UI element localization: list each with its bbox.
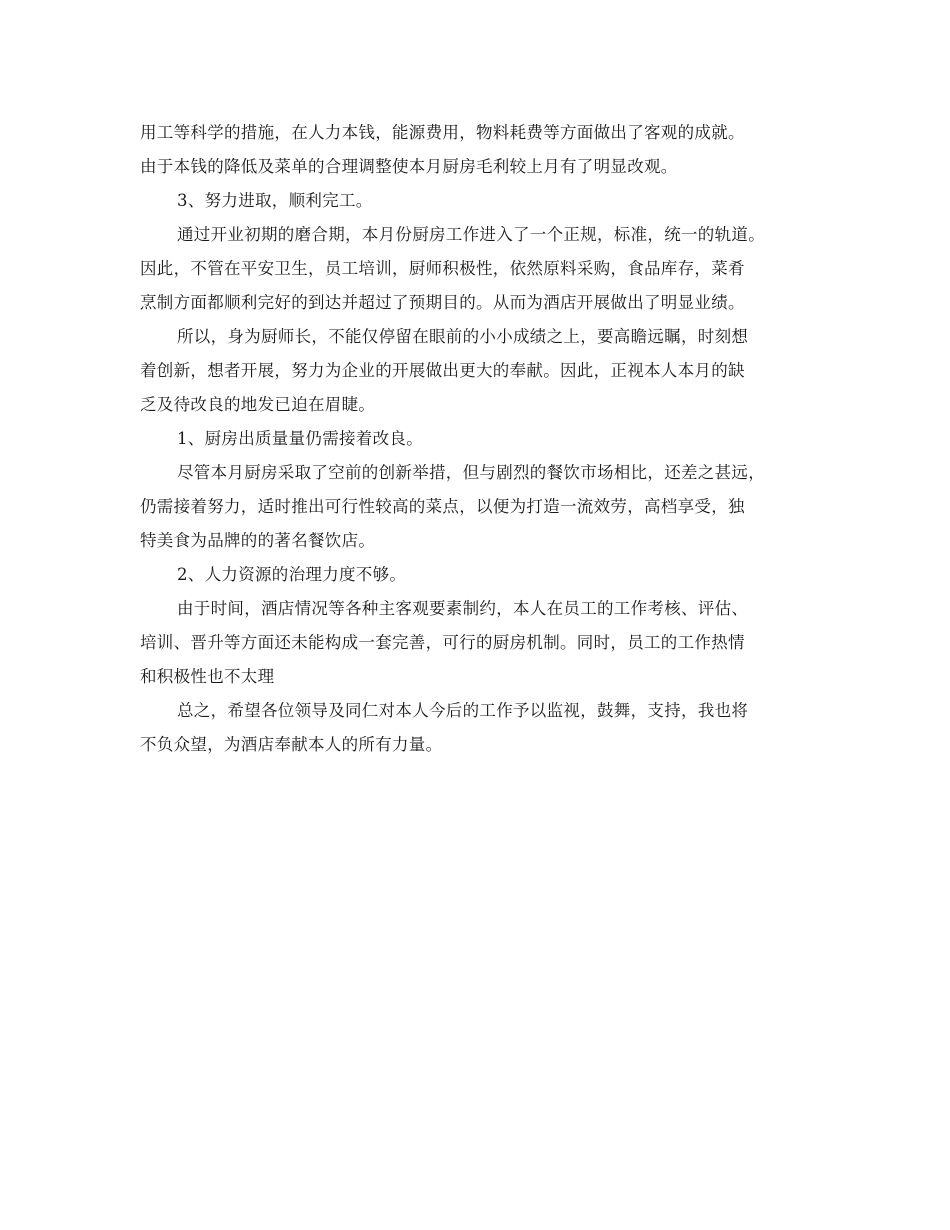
text-line: 尽管本月厨房采取了空前的创新举措，但与剧烈的餐饮市场相比，还差之甚远， xyxy=(177,463,765,482)
text-line: 乏及待改良的地发已迫在眉睫。 xyxy=(140,395,376,414)
text-line: 由于本钱的降低及菜单的合理调整使本月厨房毛利较上月有了明显改观。 xyxy=(140,157,678,176)
section-heading: 1、厨房出质量量仍需接着改良。 xyxy=(177,429,423,448)
text-line: 特美食为品牌的的著名餐饮店。 xyxy=(140,531,376,550)
text-line: 通过开业初期的磨合期，本月份厨房工作进入了一个正规，标准，统一的轨道。 xyxy=(177,225,765,244)
text-line: 不负众望，为酒店奉献本人的所有力量。 xyxy=(140,735,443,754)
text-line: 由于时间，酒店情况等各种主客观要素制约，本人在员工的工作考核、评估、 xyxy=(177,599,749,618)
text-line: 因此，不管在平安卫生，员工培训，厨师积极性，依然原料采购，食品库存，菜肴 xyxy=(140,259,745,278)
section-heading: 2、人力资源的治理力度不够。 xyxy=(177,565,407,584)
section-heading: 3、努力进取，顺利完工。 xyxy=(177,191,373,210)
document-body xyxy=(140,116,830,762)
text-line: 仍需接着努力，适时推出可行性较高的菜点，以便为打造一流效劳，高档享受，独 xyxy=(140,497,745,516)
text-line: 所以，身为厨师长，不能仅停留在眼前的小小成绩之上，要高瞻远瞩，时刻想 xyxy=(177,327,749,346)
text-line: 用工等科学的措施，在人力本钱，能源费用，物料耗费等方面做出了客观的成就。 xyxy=(140,123,745,142)
text-line: 培训、晋升等方面还未能构成一套完善，可行的厨房机制。同时，员工的工作热情 xyxy=(140,633,745,652)
text-line: 着创新，想者开展，努力为企业的开展做出更大的奉献。因此，正视本人本月的缺 xyxy=(140,361,745,380)
text-line: 总之，希望各位领导及同仁对本人今后的工作予以监视，鼓舞，支持，我也将 xyxy=(177,701,749,720)
text-line: 和积极性也不太理 xyxy=(140,667,275,686)
text-line: 烹制方面都顺利完好的到达并超过了预期目的。从而为酒店开展做出了明显业绩。 xyxy=(140,293,745,312)
